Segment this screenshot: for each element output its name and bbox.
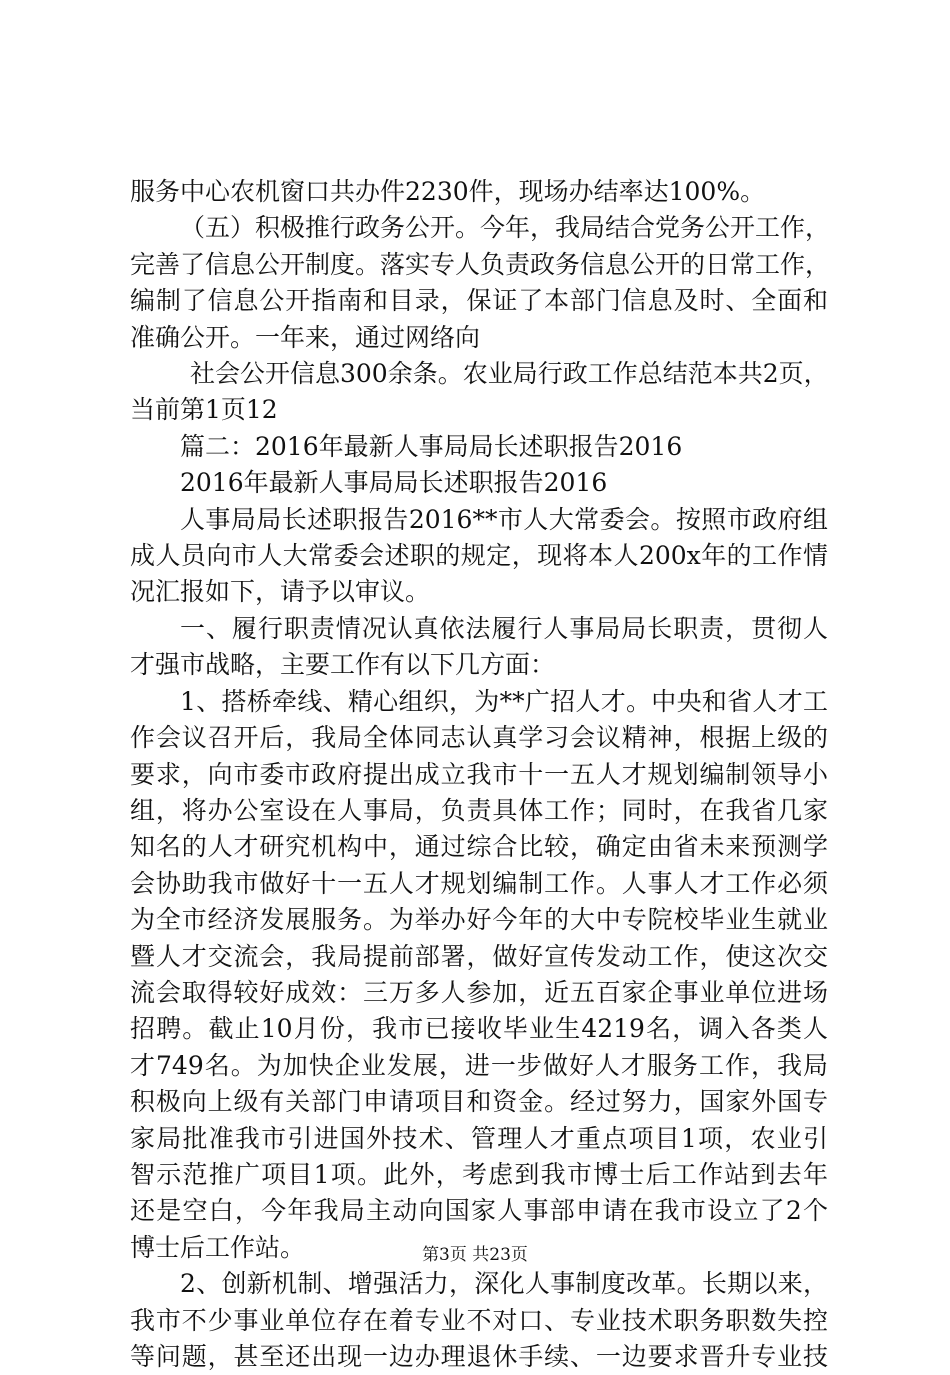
text-line: 才749名。为加快企业发展，进一步做好人才服务工作，我局 xyxy=(130,1050,828,1080)
text-line: 服务中心农机窗口共办件2230件，现场办结率达100%。 xyxy=(130,177,766,206)
text-line: 况汇报如下，请予以审议。 xyxy=(130,577,431,607)
text-line: 完善了信息公开制度。落实专人负责政务信息公开的日常工作， xyxy=(130,249,831,279)
page-number: 第3页 共23页 xyxy=(422,1245,528,1265)
document-body xyxy=(130,174,831,1375)
text-line: 暨人才交流会，我局提前部署，做好宣传发动工作，使这次交 xyxy=(130,941,828,971)
text-line: 成人员向市人大常委会述职的规定，现将本人200x年的工作情 xyxy=(130,541,828,571)
text-line: 人事局局长述职报告2016**市人大常委会。按照市政府组 xyxy=(180,504,828,534)
text-line: 招聘。截止10月份，我市已接收毕业生4219名，调入各类人 xyxy=(130,1014,828,1044)
text-line: 会协助我市做好十一五人才规划编制工作。人事人才工作必须 xyxy=(130,868,828,898)
text-line: 社会公开信息300余条。农业局行政工作总结范本共2页， xyxy=(190,359,829,389)
text-line: 编制了信息公开指南和目录，保证了本部门信息及时、全面和 xyxy=(130,286,828,316)
text-line: 作会议召开后，我局全体同志认真学习会议精神，根据上级的 xyxy=(130,723,828,753)
text-line: 1、搭桥牵线、精心组织，为**广招人才。中央和省人才工 xyxy=(180,686,828,716)
text-line: 为全市经济发展服务。为举办好今年的大中专院校毕业生就业 xyxy=(130,905,828,935)
section-heading: 篇二：2016年最新人事局局长述职报告2016 xyxy=(180,431,683,461)
text-line: 要求，向市委市政府提出成立我市十一五人才规划编制领导小 xyxy=(130,759,828,789)
text-line: 知名的人才研究机构中，通过综合比较，确定由省未来预测学 xyxy=(130,832,828,862)
text-line: 等问题，甚至还出现一边办理退休手续、一边要求晋升专业技 xyxy=(130,1342,828,1371)
text-line: 一、履行职责情况认真依法履行人事局局长职责，贯彻人 xyxy=(180,613,828,643)
text-line: 积极向上级有关部门申请项目和资金。经过努力，国家外国专 xyxy=(130,1087,828,1117)
text-line: 2、创新机制、增强活力，深化人事制度改革。长期以来， xyxy=(180,1269,828,1299)
text-line: 组，将办公室设在人事局，负责具体工作；同时，在我省几家 xyxy=(130,795,828,825)
page-footer xyxy=(0,1243,950,1267)
text-line: 博士后工作站。 xyxy=(130,1232,306,1262)
document-title: 2016年最新人事局局长述职报告2016 xyxy=(180,468,608,498)
text-line: 当前第1页12 xyxy=(130,395,278,425)
text-line: 我市不少事业单位存在着专业不对口、专业技术职务职数失控 xyxy=(130,1305,828,1335)
text-line: （五）积极推行政务公开。今年，我局结合党务公开工作， xyxy=(180,213,831,243)
text-line: 家局批准我市引进国外技术、管理人才重点项目1项，农业引 xyxy=(130,1123,828,1153)
text-line: 流会取得较好成效：三万多人参加，近五百家企事业单位进场 xyxy=(130,977,828,1007)
text-line: 才强市战略，主要工作有以下几方面： xyxy=(130,650,556,680)
text-line: 准确公开。一年来，通过网络向 xyxy=(130,322,481,352)
text-line: 智示范推广项目1项。此外，考虑到我市博士后工作站到去年 xyxy=(130,1159,828,1189)
text-line: 还是空白，今年我局主动向国家人事部申请在我市设立了2个 xyxy=(130,1196,828,1226)
